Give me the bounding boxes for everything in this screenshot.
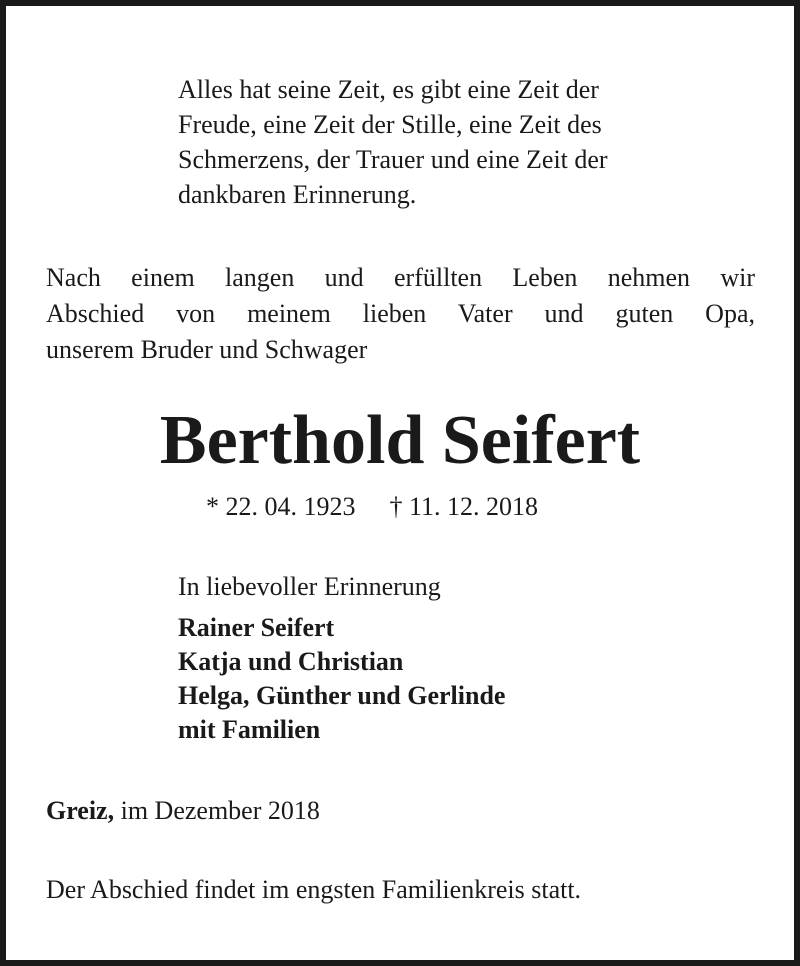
- mourner-name: Helga, Günther und Gerlinde: [178, 681, 506, 710]
- mourner-name: Rainer Seifert: [178, 613, 335, 642]
- death-date: † 11. 12. 2018: [389, 492, 539, 521]
- mourner-names: [178, 611, 505, 747]
- mourner-name: Katja und Christian: [178, 647, 404, 676]
- memory-heading: In liebevoller Erinnerung: [178, 572, 441, 601]
- deceased-name: Berthold Seifert: [159, 402, 641, 479]
- notice-date: im Dezember 2018: [120, 796, 320, 825]
- motto-line: Schmerzens, der Trauer und eine Zeit der: [178, 145, 608, 174]
- intro-line: unserem Bruder und Schwager: [46, 335, 368, 364]
- place-and-date: [46, 793, 320, 829]
- motto-line: Alles hat seine Zeit, es gibt eine Zeit der: [178, 75, 599, 104]
- intro-paragraph: [46, 260, 755, 368]
- motto-line: dankbaren Erinnerung.: [178, 180, 417, 209]
- city-name: Greiz,: [46, 796, 115, 825]
- motto-line: Freude, eine Zeit der Stille, eine Zeit des: [178, 110, 602, 139]
- life-dates: [206, 489, 538, 525]
- birth-date: * 22. 04. 1923: [206, 492, 356, 521]
- motto-verse: [178, 72, 608, 212]
- farewell-note: Der Abschied findet im engsten Familienkreis statt.: [46, 875, 582, 904]
- mourner-name: mit Familien: [178, 715, 321, 744]
- intro-line: Abschied von meinem lieben Vater und guten Opa,: [46, 299, 755, 328]
- intro-line: Nach einem langen und erfüllten Leben nehmen wir: [46, 263, 755, 292]
